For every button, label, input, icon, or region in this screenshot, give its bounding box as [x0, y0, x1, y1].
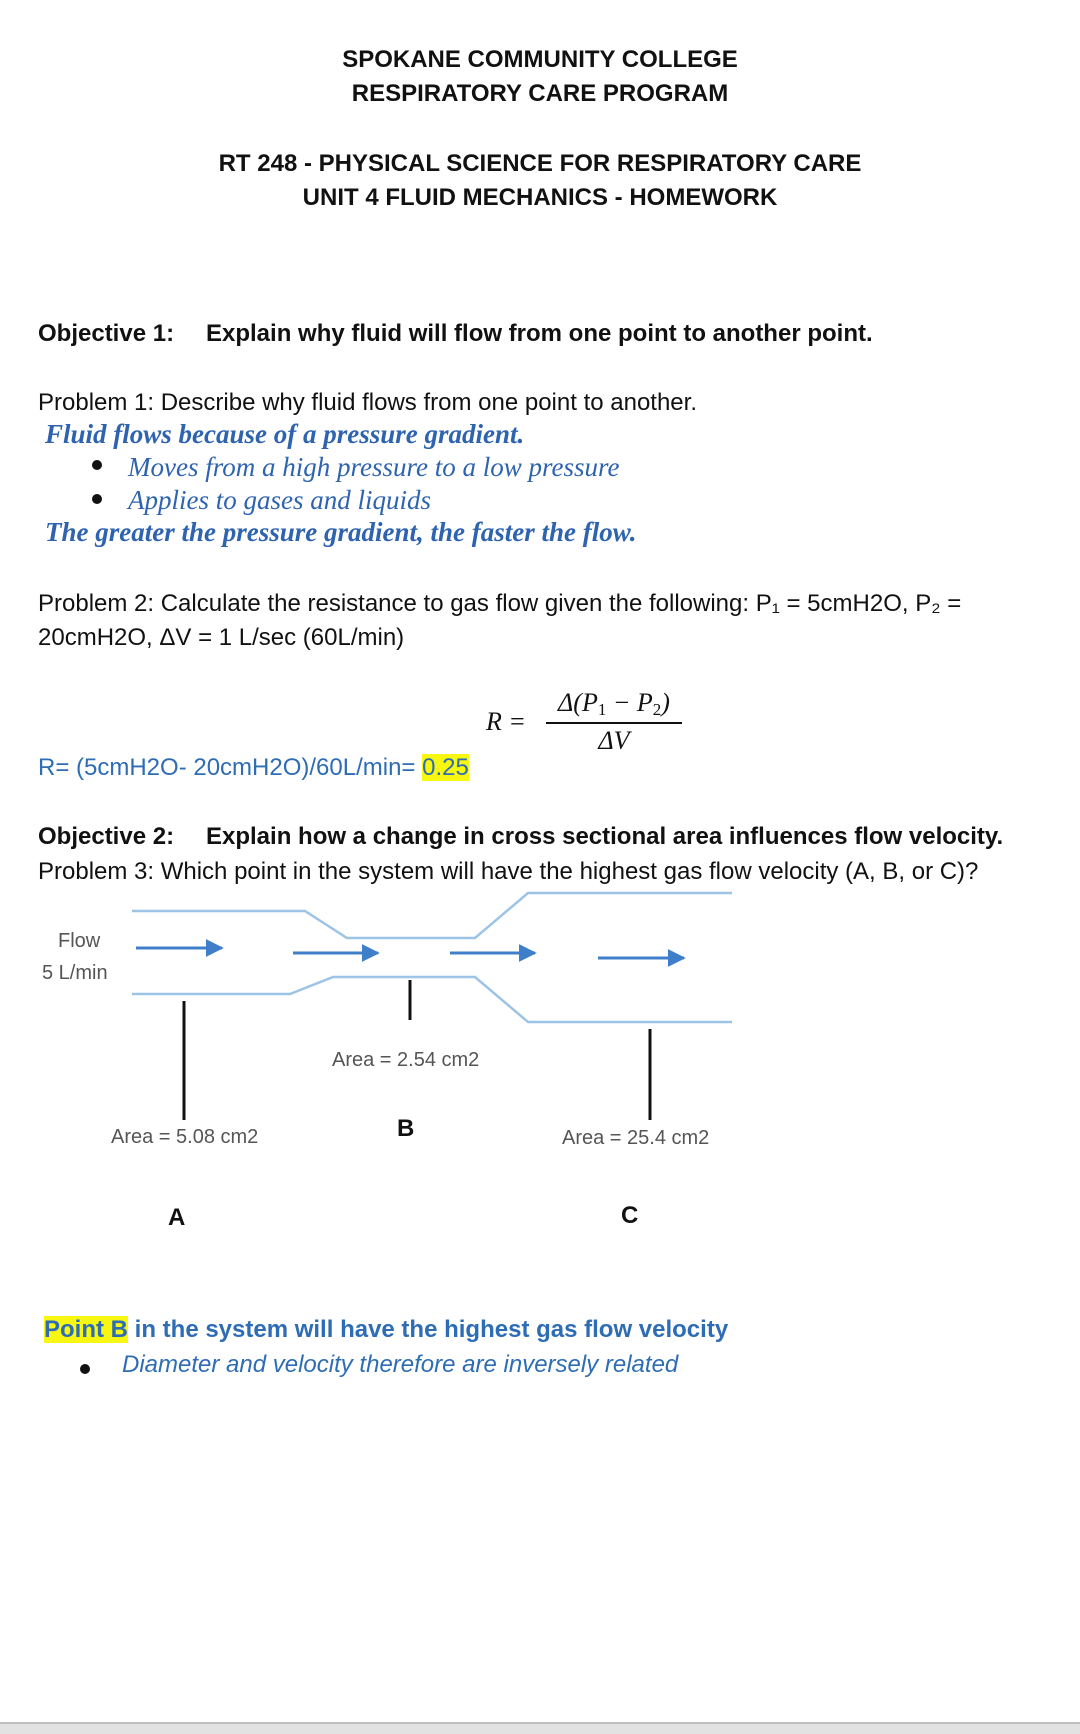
problem1-bullet-2: Applies to gases and liquids [128, 485, 431, 515]
unit-title: UNIT 4 FLUID MECHANICS - HOMEWORK [302, 184, 778, 211]
flow-label: Flow [58, 930, 101, 952]
problem1-answer-conclusion: The greater the pressure gradient, the faster the flow. [45, 517, 637, 547]
formula-lhs: R = [486, 707, 526, 736]
page-bottom-edge [0, 1722, 1080, 1734]
problem3-question: Problem 3: Which point in the system will have the highest gas flow velocity (A, B, or C)? [38, 858, 979, 885]
problem1-question: Problem 1: Describe why fluid flows from one point to another. [38, 389, 697, 416]
flow-arrows [136, 948, 684, 958]
problem3-bullet: Diameter and velocity therefore are inversely related [122, 1351, 679, 1378]
point-c-label: C [621, 1202, 639, 1229]
fraction-bar [546, 722, 682, 724]
problem1-answer-main: Fluid flows because of a pressure gradient. [45, 419, 525, 449]
answer-highlight: Point B [44, 1316, 128, 1343]
bullet-dot [92, 457, 102, 475]
objective1-text: Explain why fluid will flow from one point to another point. [206, 320, 873, 347]
point-a-label: A [168, 1204, 186, 1231]
problem2-answer: R= (5cmH2O- 20cmH2O)/60L/min= 0.25 [38, 754, 469, 781]
area-b-label: Area = 2.54 cm2 [332, 1049, 480, 1071]
flow-diagram [0, 880, 1080, 1240]
objective2-label: Objective 2: [38, 823, 175, 850]
bullet-dot [92, 491, 102, 509]
objective2-text: Explain how a change in cross sectional area influences flow velocity. [206, 823, 1004, 850]
problem2-question-line2: 20cmH2O, ΔV = 1 L/sec (60L/min) [38, 624, 405, 651]
problem1-bullet-1: Moves from a high pressure to a low pressure [128, 452, 620, 482]
program-name: RESPIRATORY CARE PROGRAM [351, 80, 729, 107]
point-b-label: B [397, 1115, 415, 1142]
flow-rate-label: 5 L/min [42, 962, 108, 984]
formula-numerator: $\Delta(P_1 - P_2)$ [558, 688, 670, 719]
area-c-label: Area = 25.4 cm2 [562, 1127, 710, 1149]
formula-denominator: ΔV [598, 726, 630, 755]
problem2-question-line1: Problem 2: Calculate the resistance to gas flow given the following: P₁ = 5cmH2O, P₂ = [38, 590, 962, 617]
bullet-dot [80, 1361, 90, 1379]
college-name: SPOKANE COMMUNITY COLLEGE [342, 46, 738, 73]
objective1-label: Objective 1: [38, 320, 175, 347]
area-a-label: Area = 5.08 cm2 [111, 1126, 259, 1148]
course-title: RT 248 - PHYSICAL SCIENCE FOR RESPIRATORY CARE [218, 150, 862, 177]
answer-highlight: 0.25 [422, 754, 469, 781]
problem3-answer: Point B in the system will have the highest gas flow velocity [44, 1316, 729, 1343]
